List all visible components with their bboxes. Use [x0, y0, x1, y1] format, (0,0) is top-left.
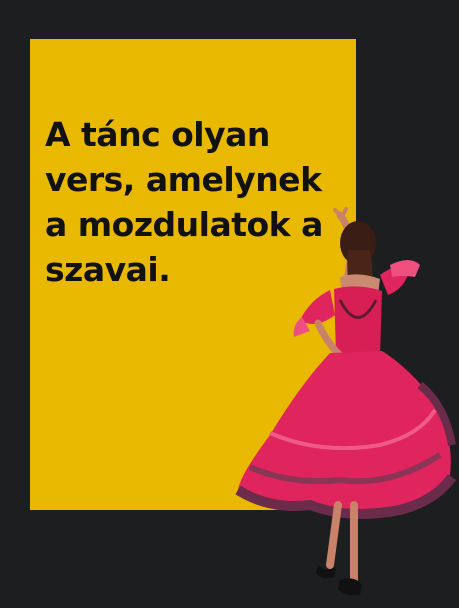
quote-text: A tánc olyan vers, amelynek a mozdulatok a szavai.	[45, 115, 323, 289]
flamenco-dancer-image	[230, 205, 459, 608]
